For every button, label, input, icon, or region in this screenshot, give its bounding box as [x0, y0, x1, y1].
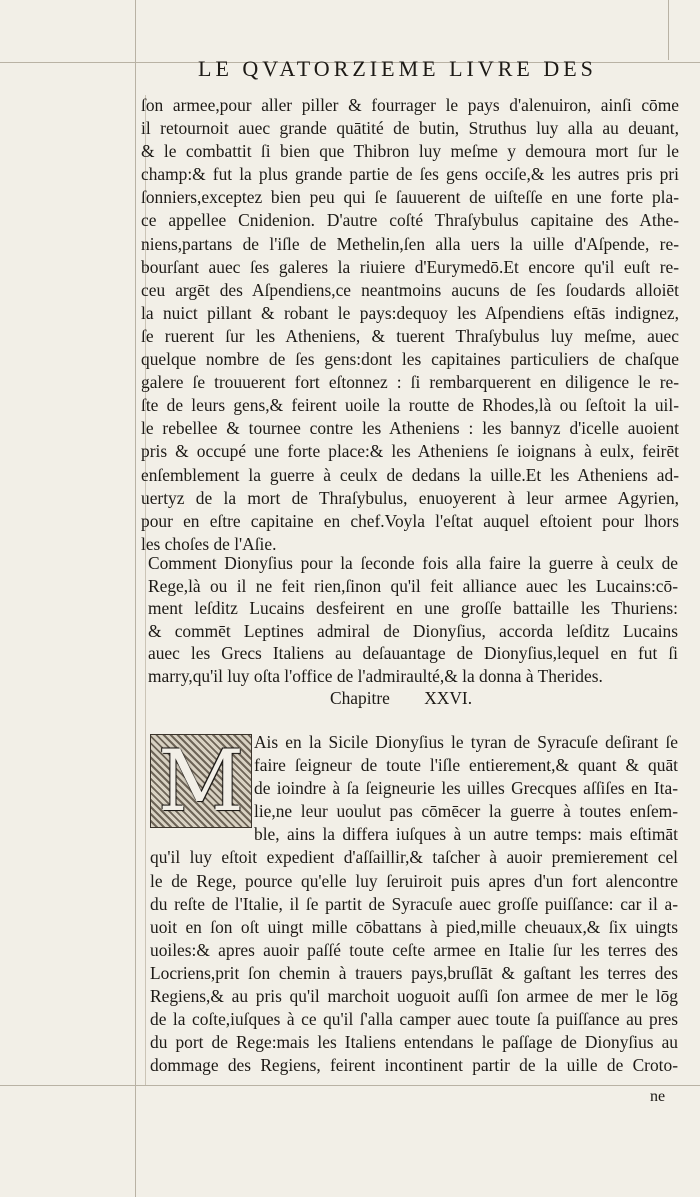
text-line: pour en eſtre capitaine en chef.Voyla l'eſtat auquel eſtoient pour lhors [141, 510, 679, 531]
text-line: bourſant auec ſes galeres la riuiere d'Eurymedō.Et encore qu'il euſt re- [141, 256, 679, 277]
heading-line: marry,qu'il luy oſta l'office de l'admiraulté,& la donna à Therides. [148, 665, 603, 686]
text-line: & le combattit ſi bien que Thibron luy meſme y demoura mort ſur le [141, 141, 679, 162]
text-line: le rebellee & tournee contre les Atheniens : les bannyz d'icelle auoient [141, 418, 679, 439]
text-line: quelque nombre de ſes gens:dont les capitaines particuliers de chaſque [141, 349, 679, 370]
chapter-numeral: XXVI. [424, 688, 473, 708]
running-title: LE QVATORZIEME LIVRE DES [198, 56, 597, 81]
text-line: ſte de leurs gens,& feirent uoile la routte de Rhodes,là ou ſeſtoit la uil- [141, 395, 679, 416]
heading-line: ment leſditz Lucains desfeirent en une groſſe battaille les Thuriens: [148, 598, 678, 619]
text-line: du port de Rege:mais les Italiens entendans le paſſage de Dionyſius au [150, 1032, 678, 1053]
heading-line: Comment Dionyſius pour la ſeconde fois alla faire la guerre à ceulx de [148, 553, 678, 573]
heading-line: Rege,là ou il ne feit rien,ſinon qu'il feit alliance auec les Lucains:cō- [148, 575, 678, 596]
text-line: lie,ne leur uoulut pas cōmēcer la guerre à toutes enſem- [254, 801, 678, 822]
text-line: enſemblement la guerre à ceulx de dedans la uille.Et les Atheniens ad- [141, 464, 679, 485]
text-line: de ioindre à ſa ſeigneurie les uilles Grecques aſſiſes en Ita- [254, 778, 678, 799]
text-line: pris & occupé une forte place:& les Atheniens ſe ioignans à eulx, feirēt [141, 441, 679, 462]
drop-cap-letter: M [157, 732, 244, 830]
footer-rule [0, 1085, 700, 1086]
chapter-label: Chapitre [330, 688, 390, 708]
text-line: uoit en ſon oſt uingt mille cōbattans à pied,mille cheuaux,& ſix uingts [150, 916, 678, 937]
text-line: il retournoit auec grande quātité de butin, Struthus luy alla au deuant, [141, 118, 679, 139]
text-line: faire ſeigneur de toute l'iſle entierement,& quant & quāt [254, 755, 678, 776]
top-right-rule [668, 0, 669, 60]
margin-rule-left [135, 0, 136, 1197]
text-line: qu'il luy eſtoit expedient d'aſſaillir,& taſcher à auoir premierement cel [150, 847, 678, 868]
body-text [141, 94, 679, 556]
text-line: les choſes de l'Aſie. [141, 533, 277, 554]
text-line: uertyz de la mort de Thraſybulus, enuoyerent à leur armee Agyrien, [141, 487, 679, 508]
text-line: de la coſte,iuſques à ce qu'il ſ'alla camper auec toute ſa puiſſance au pres [150, 1009, 678, 1030]
text-line: uoiles:& apres auoir paſſé toute ceſte armee en Italie ſur les terres des [150, 939, 678, 960]
text-line: ſon armee,pour aller piller & fourrager le pays d'alenuiron, ainſi cōme [141, 95, 679, 115]
text-line: niens,partans de l'iſle de Methelin,ſen alla uers la uille d'Aſpende, re- [141, 233, 679, 254]
text-line: la nuict pillant & robant le pays:dequoy les Aſpendiens eſtās indignez, [141, 302, 679, 323]
heading-line: auec les Grecs Italiens au deſauantage de Dionyſius,lequel en fut ſi [148, 643, 678, 664]
heading-line: & commēt Leptines admiral de Dionyſius, accorda leſditz Lucains [148, 620, 678, 641]
text-line: ſe ruerent ſur les Atheniens, & tuerent Thraſybulus luy meſme, auec [141, 325, 679, 346]
chapter-heading [148, 552, 678, 688]
text-line: Ais en la Sicile Dionyſius le tyran de Syracuſe deſirant ſe [254, 732, 678, 752]
chapter-number [330, 688, 630, 709]
text-line: galere ſe trouuerent fort eſtonnez : ſi rembarquerent en diligence le re- [141, 372, 679, 393]
text-line: du reſte de l'Italie, il ſe partit de Syracuſe auec groſſe puiſſance: car il a- [150, 893, 678, 914]
text-line: Locriens,prit ſon chemin à trauers pays,bruſlāt & gaſtant les terres des [150, 962, 678, 983]
chapter-text [150, 731, 678, 1077]
text-line: ceu argēt des Aſpendiens,ce neantmoins aucuns de ſes ſoudards alloiēt [141, 279, 679, 300]
text-line: le de Rege, pource qu'elle luy ſeruiroit puis apres d'un fort alencontre [150, 870, 678, 891]
text-line: champ:& fut la plus grande partie de ſes gens occiſe,& les autres pris pri [141, 164, 679, 185]
catchword: ne [650, 1088, 666, 1105]
text-line: ble, ains la differa iuſques à un autre temps: mais eſtimāt [254, 824, 678, 845]
text-line: Regiens,& au pris qu'il marchoit uoguoit auſſi ſon armee de mer le lōg [150, 986, 678, 1007]
text-line: ce appellee Cnidenion. D'autre coſté Thraſybulus capitaine des Athe- [141, 210, 679, 231]
text-line: ſonniers,exceptez bien peu qui ſe ſauuerent de uiſteſſe en une forte pla- [141, 187, 679, 208]
text-line: dommage des Regiens, feirent incontinent partir de la uille de Croto- [150, 1055, 678, 1076]
